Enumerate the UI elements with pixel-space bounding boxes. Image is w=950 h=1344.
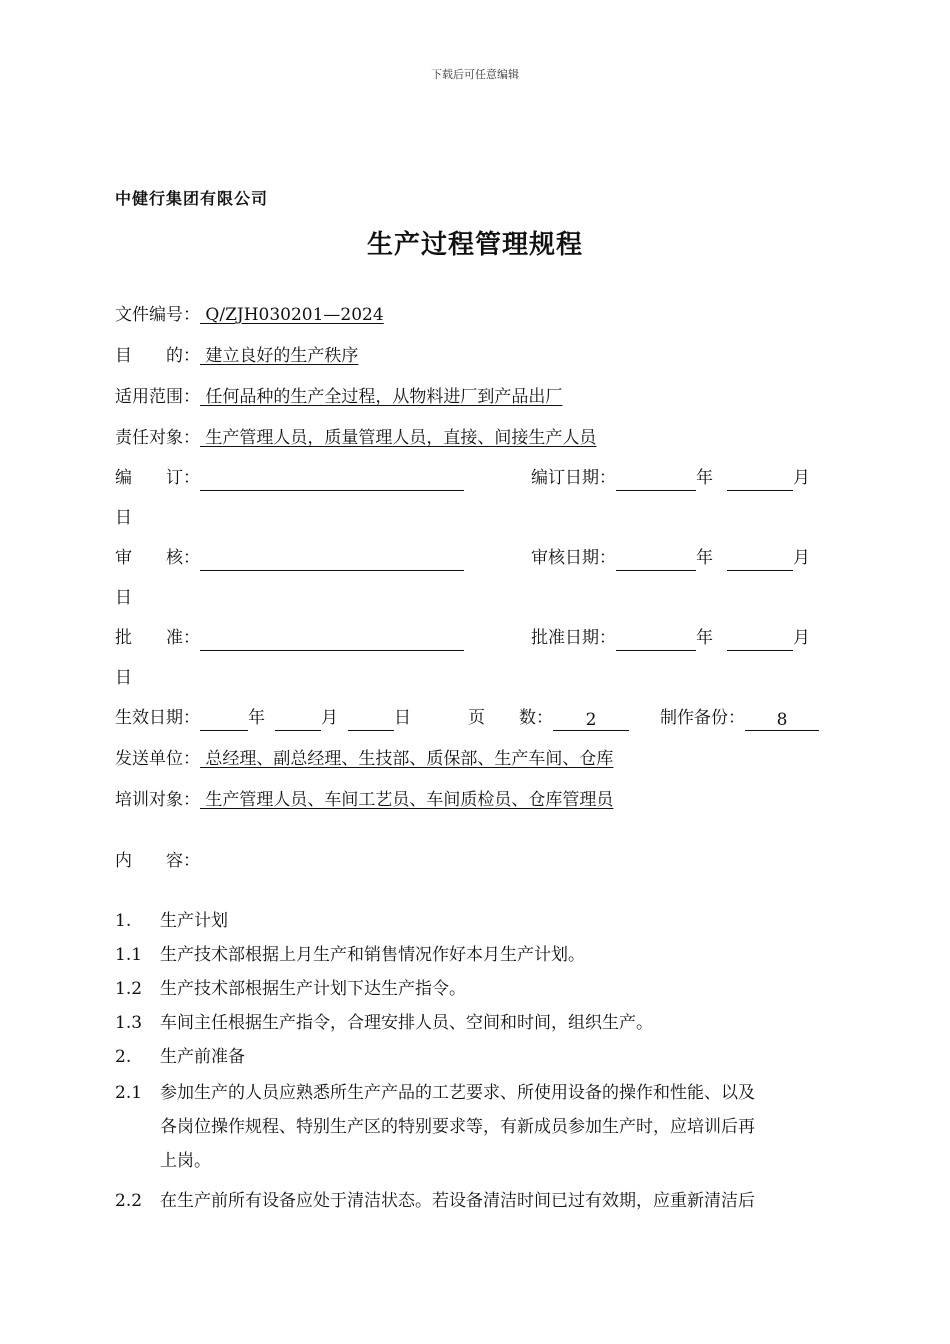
- copies-label: 制作备份：: [660, 708, 745, 728]
- effective-month-blank[interactable]: [275, 710, 321, 731]
- responsibility-value: 生产管理人员，质量管理人员，直接、间接生产人员: [200, 428, 597, 448]
- review-date-row: [531, 545, 810, 571]
- effective-day-unit: 日: [394, 708, 411, 728]
- doc-number-label: 文件编号：: [115, 305, 200, 325]
- compile-year-blank[interactable]: [616, 470, 696, 491]
- responsibility-row: [115, 425, 596, 451]
- effective-month-unit: 月: [321, 708, 338, 728]
- scope-value: 任何品种的生产全过程，从物料进厂到产品出厂: [200, 387, 563, 407]
- pages-label: 页 数：: [468, 708, 553, 728]
- section-2-1-line-1: 参加生产的人员应熟悉所生产产品的工艺要求、所使用设备的操作和性能、以及: [160, 1083, 755, 1103]
- section-2-1-line-3: 上岗。: [160, 1151, 211, 1171]
- review-year-unit: 年: [696, 548, 713, 568]
- approve-date-row: [531, 625, 810, 651]
- approve-blank[interactable]: [200, 630, 464, 651]
- compile-row: [115, 465, 464, 491]
- section-2-number: 2.: [115, 1047, 132, 1067]
- responsibility-label: 责任对象：: [115, 428, 200, 448]
- review-label: 审 核：: [115, 548, 200, 568]
- training-label: 培训对象：: [115, 790, 200, 810]
- review-blank[interactable]: [200, 550, 464, 571]
- approve-day-unit: 日: [115, 668, 132, 688]
- section-1-text: 生产计划: [160, 911, 228, 931]
- section-1-2-number: 1.2: [115, 979, 143, 999]
- effective-row: [115, 705, 411, 731]
- section-1-3-number: 1.3: [115, 1013, 143, 1033]
- content-label: 内 容：: [115, 851, 200, 871]
- review-row: [115, 545, 464, 571]
- section-2-1-number: 2.1: [115, 1083, 143, 1103]
- document-title: 生产过程管理规程: [366, 230, 583, 260]
- effective-day-blank[interactable]: [348, 710, 394, 731]
- section-2-1-line-2: 各岗位操作规程、特别生产区的特别要求等，有新成员参加生产时，应培训后再: [160, 1117, 755, 1137]
- effective-label: 生效日期：: [115, 708, 200, 728]
- header-note: 下载后可任意编辑: [431, 68, 519, 81]
- pages-value: 2: [553, 710, 629, 731]
- review-month-blank[interactable]: [727, 550, 793, 571]
- review-month-unit: 月: [793, 548, 810, 568]
- section-1-2-text: 生产技术部根据生产计划下达生产指令。: [160, 979, 466, 999]
- effective-year-blank[interactable]: [200, 710, 248, 731]
- compile-month-unit: 月: [793, 468, 810, 488]
- purpose-value: 建立良好的生产秩序: [200, 346, 359, 366]
- effective-year-unit: 年: [248, 708, 265, 728]
- approve-year-blank[interactable]: [616, 630, 696, 651]
- doc-number-row: [115, 302, 384, 328]
- doc-number-value: Q/ZJH030201—2024: [200, 305, 384, 325]
- approve-date-label: 批准日期：: [531, 628, 616, 648]
- company-name: 中健行集团有限公司: [115, 189, 269, 208]
- pages-row: [468, 705, 629, 731]
- section-1-1-text: 生产技术部根据上月生产和销售情况作好本月生产计划。: [160, 945, 585, 965]
- purpose-label: 目 的：: [115, 346, 200, 366]
- compile-date-row: [531, 465, 810, 491]
- distribution-label: 发送单位：: [115, 749, 200, 769]
- approve-label: 批 准：: [115, 628, 200, 648]
- distribution-value: 总经理、副总经理、生技部、质保部、生产车间、仓库: [200, 749, 614, 769]
- compile-blank[interactable]: [200, 470, 464, 491]
- compile-label: 编 订：: [115, 468, 200, 488]
- approve-month-unit: 月: [793, 628, 810, 648]
- approve-month-blank[interactable]: [727, 630, 793, 651]
- approve-row: [115, 625, 464, 651]
- scope-label: 适用范围：: [115, 387, 200, 407]
- section-2-1-text: [160, 1076, 838, 1178]
- compile-year-unit: 年: [696, 468, 713, 488]
- section-2-text: 生产前准备: [160, 1047, 245, 1067]
- compile-date-label: 编订日期：: [531, 468, 616, 488]
- copies-row: [660, 705, 819, 731]
- copies-value: 8: [745, 710, 819, 731]
- section-1-3-text: 车间主任根据生产指令，合理安排人员、空间和时间，组织生产。: [160, 1013, 653, 1033]
- distribution-row: [115, 746, 613, 772]
- section-2-2-number: 2.2: [115, 1191, 143, 1211]
- section-2-2-text: 在生产前所有设备应处于清洁状态。若设备清洁时间已过有效期，应重新清洁后: [160, 1191, 755, 1211]
- scope-row: [115, 384, 562, 410]
- approve-year-unit: 年: [696, 628, 713, 648]
- training-value: 生产管理人员、车间工艺员、车间质检员、仓库管理员: [200, 790, 614, 810]
- compile-month-blank[interactable]: [727, 470, 793, 491]
- compile-day-unit: 日: [115, 508, 132, 528]
- training-row: [115, 787, 613, 813]
- section-1-1-number: 1.1: [115, 945, 143, 965]
- section-1-number: 1.: [115, 911, 132, 931]
- review-year-blank[interactable]: [616, 550, 696, 571]
- review-day-unit: 日: [115, 588, 132, 608]
- review-date-label: 审核日期：: [531, 548, 616, 568]
- purpose-row: [115, 343, 358, 369]
